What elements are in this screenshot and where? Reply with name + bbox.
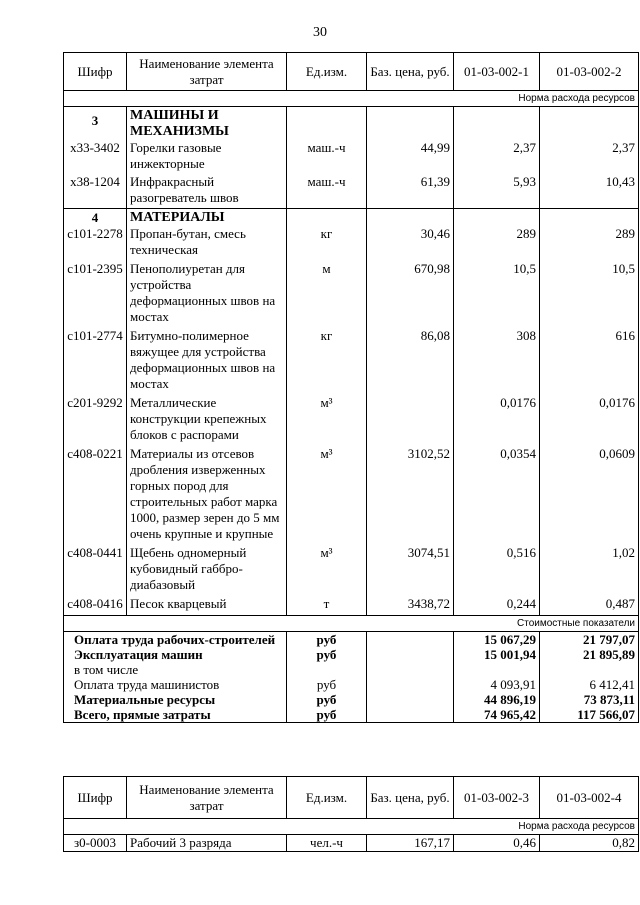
table-row: [64, 328, 639, 395]
cell-code: с101-2774: [64, 328, 127, 395]
cell-value-2: 289: [540, 226, 639, 261]
cell-value-1: 2,37: [454, 140, 540, 174]
total-row: [64, 662, 639, 677]
header-col2: 01-03-002-4: [540, 777, 639, 819]
header-price: Баз. цена, руб.: [367, 777, 454, 819]
total-label: Оплата труда машинистов: [64, 677, 287, 692]
cell-unit: м: [287, 261, 367, 328]
total-label: Оплата труда рабочих-строителей: [64, 632, 287, 648]
cell-code: с201-9292: [64, 395, 127, 446]
cell-unit: м³: [287, 395, 367, 446]
total-row: [64, 707, 639, 723]
cell-value-2: 10,5: [540, 261, 639, 328]
total-row: [64, 677, 639, 692]
section-row: [64, 107, 639, 141]
cell-unit: м³: [287, 446, 367, 545]
cell-name: Пропан-бутан, смесь техническая: [127, 226, 287, 261]
cell-unit: маш.-ч: [287, 174, 367, 209]
header-code: Шифр: [64, 777, 127, 819]
cell-value-1: 0,516: [454, 545, 540, 596]
total-value-2: 21 797,07: [540, 632, 639, 648]
total-unit: [287, 662, 367, 677]
cell-name: Битумно-полимерное вяжущее для устройства деформационных швов на мостах: [127, 328, 287, 395]
cell-price: 3102,52: [367, 446, 454, 545]
header-col1: 01-03-002-1: [454, 53, 540, 91]
total-label: Эксплуатация машин: [64, 647, 287, 662]
cell-value-1: 289: [454, 226, 540, 261]
header-col2: 01-03-002-2: [540, 53, 639, 91]
header-name: Наименование элемента затрат: [127, 53, 287, 91]
cell-code: с408-0221: [64, 446, 127, 545]
cell-name: Песок кварцевый: [127, 596, 287, 616]
header-unit: Ед.изм.: [287, 53, 367, 91]
total-unit: руб: [287, 647, 367, 662]
header-unit: Ед.изм.: [287, 777, 367, 819]
total-value-2: 117 566,07: [540, 707, 639, 723]
cell-unit: кг: [287, 226, 367, 261]
section-code: 4: [64, 209, 127, 227]
cell-unit: т: [287, 596, 367, 616]
cell-code: с101-2395: [64, 261, 127, 328]
total-value-1: 44 896,19: [454, 692, 540, 707]
total-value-2: 21 895,89: [540, 647, 639, 662]
header-name: Наименование элемента затрат: [127, 777, 287, 819]
header-code: Шифр: [64, 53, 127, 91]
cell-value-2: 2,37: [540, 140, 639, 174]
section-title: МАШИНЫ И МЕХАНИЗМЫ: [127, 107, 287, 141]
cell-value-1: 10,5: [454, 261, 540, 328]
cell-code: з0-0003: [64, 835, 127, 852]
cell-value-2: 0,487: [540, 596, 639, 616]
cell-code: х38-1204: [64, 174, 127, 209]
section-row: [64, 209, 639, 227]
cell-value-2: 10,43: [540, 174, 639, 209]
cell-value-2: 0,82: [540, 835, 639, 852]
cell-value-1: 5,93: [454, 174, 540, 209]
cell-code: с408-0416: [64, 596, 127, 616]
total-label: в том числе: [64, 662, 287, 677]
cell-name: Материалы из отсевов дробления изверженных горных пород для строительных работ марка 1000, размер зерен до 5 мм очень крупные и крупные: [127, 446, 287, 545]
cell-price: [367, 395, 454, 446]
cell-value-1: 0,0176: [454, 395, 540, 446]
cell-price: 44,99: [367, 140, 454, 174]
cost-row: [64, 616, 639, 632]
cell-value-1: 0,244: [454, 596, 540, 616]
total-value-2: [540, 662, 639, 677]
cell-value-2: 616: [540, 328, 639, 395]
total-value-2: 73 873,11: [540, 692, 639, 707]
cell-name: Инфракрасный разогреватель швов: [127, 174, 287, 209]
cell-unit: кг: [287, 328, 367, 395]
cell-name: Пенополиуретан для устройства деформационных швов на мостах: [127, 261, 287, 328]
table-row: [64, 261, 639, 328]
cell-code: х33-3402: [64, 140, 127, 174]
total-value-1: 4 093,91: [454, 677, 540, 692]
total-value-1: 15 001,94: [454, 647, 540, 662]
total-row: [64, 647, 639, 662]
total-value-1: 15 067,29: [454, 632, 540, 648]
cell-name: Металлические конструкции крепежных блоков с распорами: [127, 395, 287, 446]
cell-value-1: 308: [454, 328, 540, 395]
cell-price: 30,46: [367, 226, 454, 261]
table-row: [64, 140, 639, 174]
header-price: Баз. цена, руб.: [367, 53, 454, 91]
table-row: [64, 395, 639, 446]
cell-price: 61,39: [367, 174, 454, 209]
total-unit: руб: [287, 707, 367, 723]
total-price: [367, 632, 454, 648]
table-header: [64, 53, 639, 91]
resource-table: [63, 52, 639, 723]
total-row: [64, 632, 639, 648]
cell-code: с408-0441: [64, 545, 127, 596]
cost-label: Стоимостные показатели: [64, 616, 639, 632]
cell-value-2: 0,0176: [540, 395, 639, 446]
total-price: [367, 677, 454, 692]
table-row: [64, 446, 639, 545]
total-price: [367, 662, 454, 677]
cell-price: 3074,51: [367, 545, 454, 596]
table-header: [64, 777, 639, 819]
section-code: 3: [64, 107, 127, 141]
total-price: [367, 707, 454, 723]
total-unit: руб: [287, 692, 367, 707]
cell-price: 167,17: [367, 835, 454, 852]
table-row: [64, 835, 639, 852]
cell-unit: чел.-ч: [287, 835, 367, 852]
total-unit: руб: [287, 632, 367, 648]
total-row: [64, 692, 639, 707]
total-price: [367, 692, 454, 707]
table-row: [64, 596, 639, 616]
norm-label: Норма расхода ресурсов: [64, 819, 639, 835]
cell-price: 86,08: [367, 328, 454, 395]
cell-unit: м³: [287, 545, 367, 596]
norm-label: Норма расхода ресурсов: [64, 91, 639, 107]
total-label: Всего, прямые затраты: [64, 707, 287, 723]
header-col1: 01-03-002-3: [454, 777, 540, 819]
cell-price: 670,98: [367, 261, 454, 328]
total-price: [367, 647, 454, 662]
page-number: 30: [313, 25, 327, 40]
resource-table-2: [63, 776, 639, 852]
cell-value-2: 1,02: [540, 545, 639, 596]
section-title: МАТЕРИАЛЫ: [127, 209, 287, 227]
cell-code: с101-2278: [64, 226, 127, 261]
table-row: [64, 226, 639, 261]
table-row: [64, 174, 639, 209]
cell-price: 3438,72: [367, 596, 454, 616]
cell-name: Рабочий 3 разряда: [127, 835, 287, 852]
total-value-1: 74 965,42: [454, 707, 540, 723]
cell-value-2: 0,0609: [540, 446, 639, 545]
total-value-2: 6 412,41: [540, 677, 639, 692]
norm-row: [64, 819, 639, 835]
cell-name: Горелки газовые инжекторные: [127, 140, 287, 174]
total-unit: руб: [287, 677, 367, 692]
cell-value-1: 0,0354: [454, 446, 540, 545]
norm-row: [64, 91, 639, 107]
cell-unit: маш.-ч: [287, 140, 367, 174]
table-row: [64, 545, 639, 596]
total-value-1: [454, 662, 540, 677]
cell-name: Щебень одномерный кубовидный габбро-диабазовый: [127, 545, 287, 596]
cell-value-1: 0,46: [454, 835, 540, 852]
total-label: Материальные ресурсы: [64, 692, 287, 707]
